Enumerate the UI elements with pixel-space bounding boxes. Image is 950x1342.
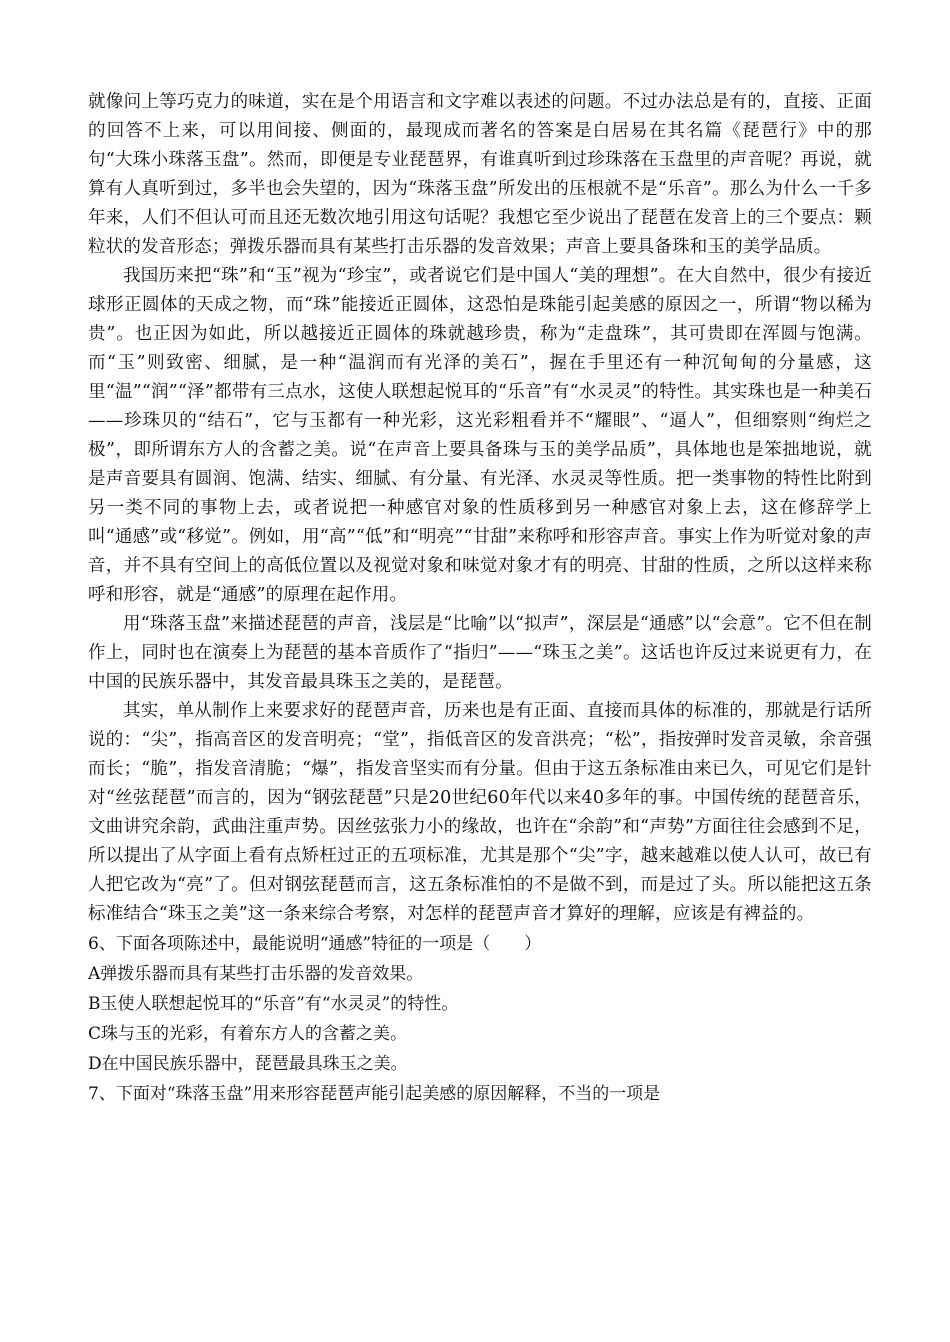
question-6-option-d: D在中国民族乐器中，琵琶最具珠玉之美。	[88, 1054, 408, 1074]
question-6-stem: 6、下面各项陈述中，最能说明“通感”特征的一项是（ ）	[88, 934, 542, 954]
question-6-option-a: A弹拨乐器而具有某些打击乐器的发音效果。	[88, 964, 424, 984]
paragraph-2: 我国历来把“珠”和“玉”视为“珍宝”，或者说它们是中国人“美的理想”。在大自然中，很少有接近球形正圆体的天成之物，而“珠”能接近正圆体，这恐怕是珠能引起美感的原因之一，所谓“物以稀为贵”。也正因为如此，所以越接近正圆体的珠就越珍贵，称为“走盘珠”，其可贵即在浑圆与饱满。而“玉”则致密、细腻，是一种“温润而有光泽的美石”，握在手里还有一种沉甸甸的分量感，这里“温”“润”“泽”都带有三点水，这使人联想起悦耳的“乐音”有“水灵灵”的特性。其实珠也是一种美石——珍珠贝的“结石”，它与玉都有一种光彩，这光彩粗看并不“耀眼”、“逼人”，但细察则“绚烂之极”，即所谓东方人的含蓄之美。说“在声音上要具备珠与玉的美学品质”，具体地也是笨拙地说，就是声音要具有圆润、饱满、结实、细腻、有分量、有光泽、水灵灵等性质。把一类事物的特性比附到另一类不同的事物上去，或者说把一种感官对象的性质移到另一种感官对象上去，这在修辞学上叫“通感”或“移觉”。例如，用“高”“低”和“明亮”“甘甜”来称呼和形容声音。事实上作为听觉对象的声音，并不具有空间上的高低位置以及视觉对象和味觉对象才有的明亮、甘甜的性质，之所以这样来称呼和形容，就是“通感”的原理在起作用。	[88, 266, 872, 605]
paragraph-1: 就像问上等巧克力的味道，实在是个用语言和文字难以表述的问题。不过办法总是有的，直接、正面的回答不上来，可以用间接、侧面的，最现成而著名的答案是白居易在其名篇《琵琶行》中的那句“大珠小珠落玉盘”。然而，即便是专业琵琶界，有谁真听到过珍珠落在玉盘里的声音呢？再说，就算有人真听到过，多半也会失望的，因为“珠落玉盘”所发出的压根就不是“乐音”。那么为什么一千多年来，人们不但认可而且还无数次地引用这句话呢？我想它至少说出了琵琶在发音上的三个要点：颗粒状的发音形态；弹拨乐器而具有某些打击乐器的发音效果；声音上要具备珠和玉的美学品质。	[88, 92, 872, 257]
paragraph-4: 其实，单从制作上来要求好的琵琶声音，历来也是有正面、直接而具体的标准的，那就是行话所说的：“尖”，指高音区的发音明亮；“堂”，指低音区的发音洪亮；“松”，指按弹时发音灵敏，余音强而长；“脆”，指发音清脆；“爆”，指发音坚实而有分量。但由于这五条标准由来已久，可见它们是针对“丝弦琵琶”而言的，因为“钢弦琵琶”只是20世纪60年代以来40多年的事。中国传统的琵琶音乐，文曲讲究余韵，武曲注重声势。因丝弦张力小的缘故，也许在“余韵”和“声势”方面往往会感到不足，所以提出了从字面上看有点矫枉过正的五项标准，尤其是那个“尖”字，越来越难以使人认可，故已有人把它改为“亮”了。但对钢弦琵琶而言，这五条标准怕的不是做不到，而是过了头。所以能把这五条标准结合“珠玉之美”这一条来综合考察，对怎样的琵琶声音才算好的理解，应该是有裨益的。	[88, 701, 872, 924]
question-6-option-b: B玉使人联想起悦耳的“乐音”有“水灵灵”的特性。	[88, 994, 459, 1014]
question-7	[88, 1079, 872, 1109]
question-7-stem: 7、下面对“珠落玉盘”用来形容琵琶声能引起美感的原因解释，不当的一项是	[88, 1084, 661, 1104]
question-6	[88, 929, 872, 1079]
document-body	[88, 88, 872, 1109]
paragraph-3: 用“珠落玉盘”来描述琵琶的声音，浅层是“比喻”以“拟声”，深层是“通感”以“会意”。它不但在制作上，同时也在演奏上为琵琶的基本音质作了“指归”——“珠玉之美”。这话也许反过来说更有力，在中国的民族乐器中，其发音最具珠玉之美的，是琵琶。	[88, 614, 872, 692]
question-6-option-c: C珠与玉的光彩，有着东方人的含蓄之美。	[88, 1024, 408, 1044]
